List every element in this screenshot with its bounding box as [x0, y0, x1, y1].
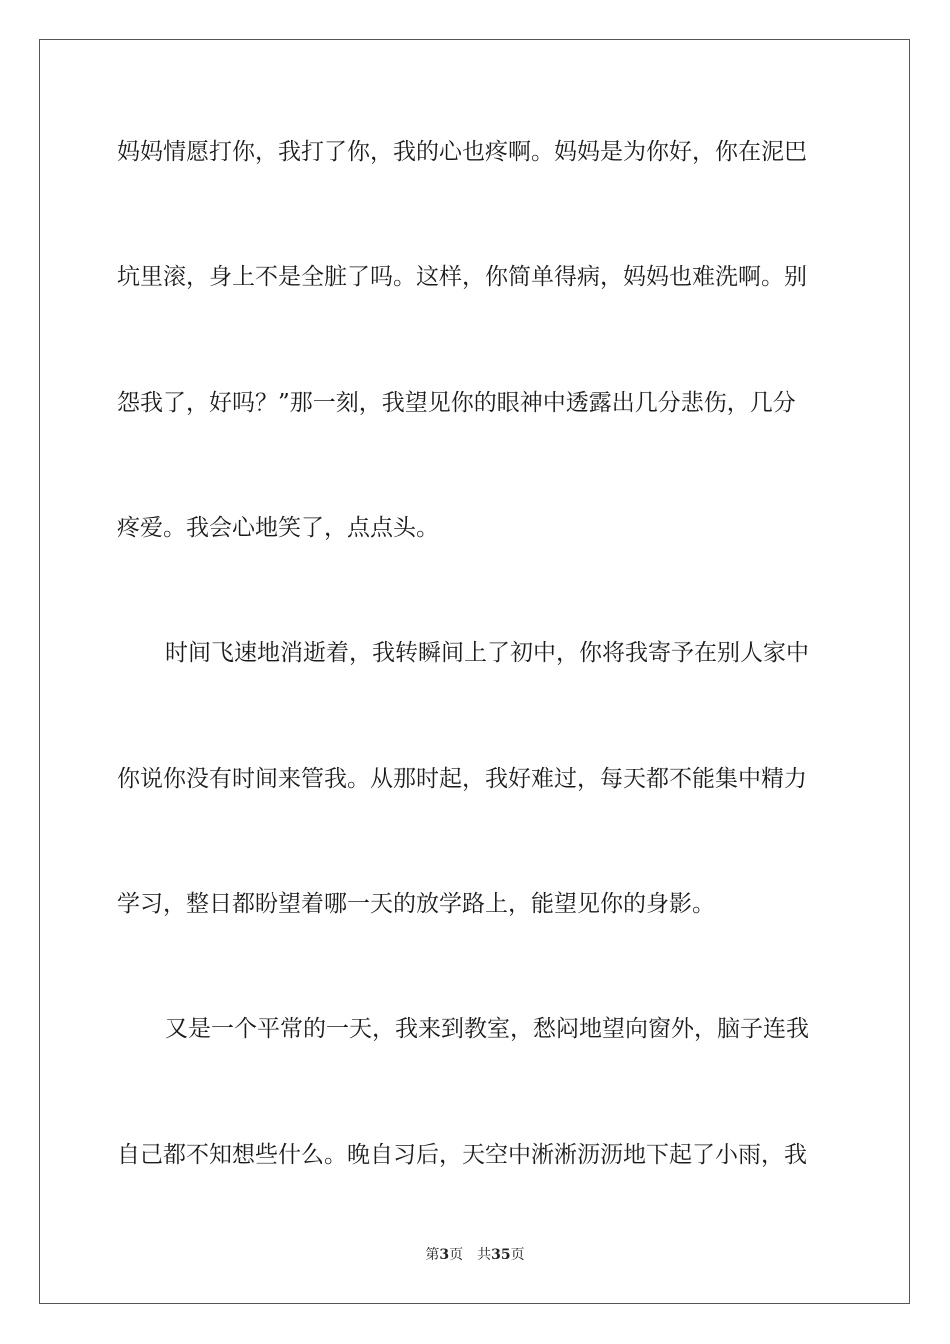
text-line-6: 你说你没有时间来管我。从那时起，我好难过，每天都不能集中精力 [117, 766, 807, 792]
text-line-8: 又是一个平常的一天，我来到教室，愁闷地望向窗外，脑子连我 [165, 1016, 809, 1042]
text-line-1: 妈妈情愿打你，我打了你，我的心也疼啊。妈妈是为你好，你在泥巴 [117, 139, 807, 165]
text-line-7: 学习，整日都盼望着哪一天的放学路上，能望见你的身影。 [117, 891, 715, 917]
total-suffix: 页 [510, 1247, 525, 1263]
text-line-4: 疼爱。我会心地笑了，点点头。 [117, 515, 439, 541]
page-border [39, 39, 910, 1304]
text-line-3: 怨我了，好吗？”那一刻，我望见你的眼神中透露出几分悲伤，几分 [117, 390, 796, 416]
total-pages: 35 [491, 1247, 511, 1263]
text-line-2: 坑里滚，身上不是全脏了吗。这样，你简单得病，妈妈也难洗啊。别 [117, 264, 807, 290]
text-line-5: 时间飞速地消逝着，我转瞬间上了初中，你将我寄予在别人家中 [165, 640, 809, 666]
page-footer [0, 1245, 950, 1265]
total-prefix: 共 [477, 1247, 492, 1263]
page-prefix: 第 [425, 1247, 440, 1263]
page-suffix: 页 [449, 1247, 464, 1263]
text-line-9: 自己都不知想些什么。晚自习后，天空中淅淅沥沥地下起了小雨，我 [117, 1142, 807, 1168]
page-number: 3 [439, 1247, 450, 1263]
